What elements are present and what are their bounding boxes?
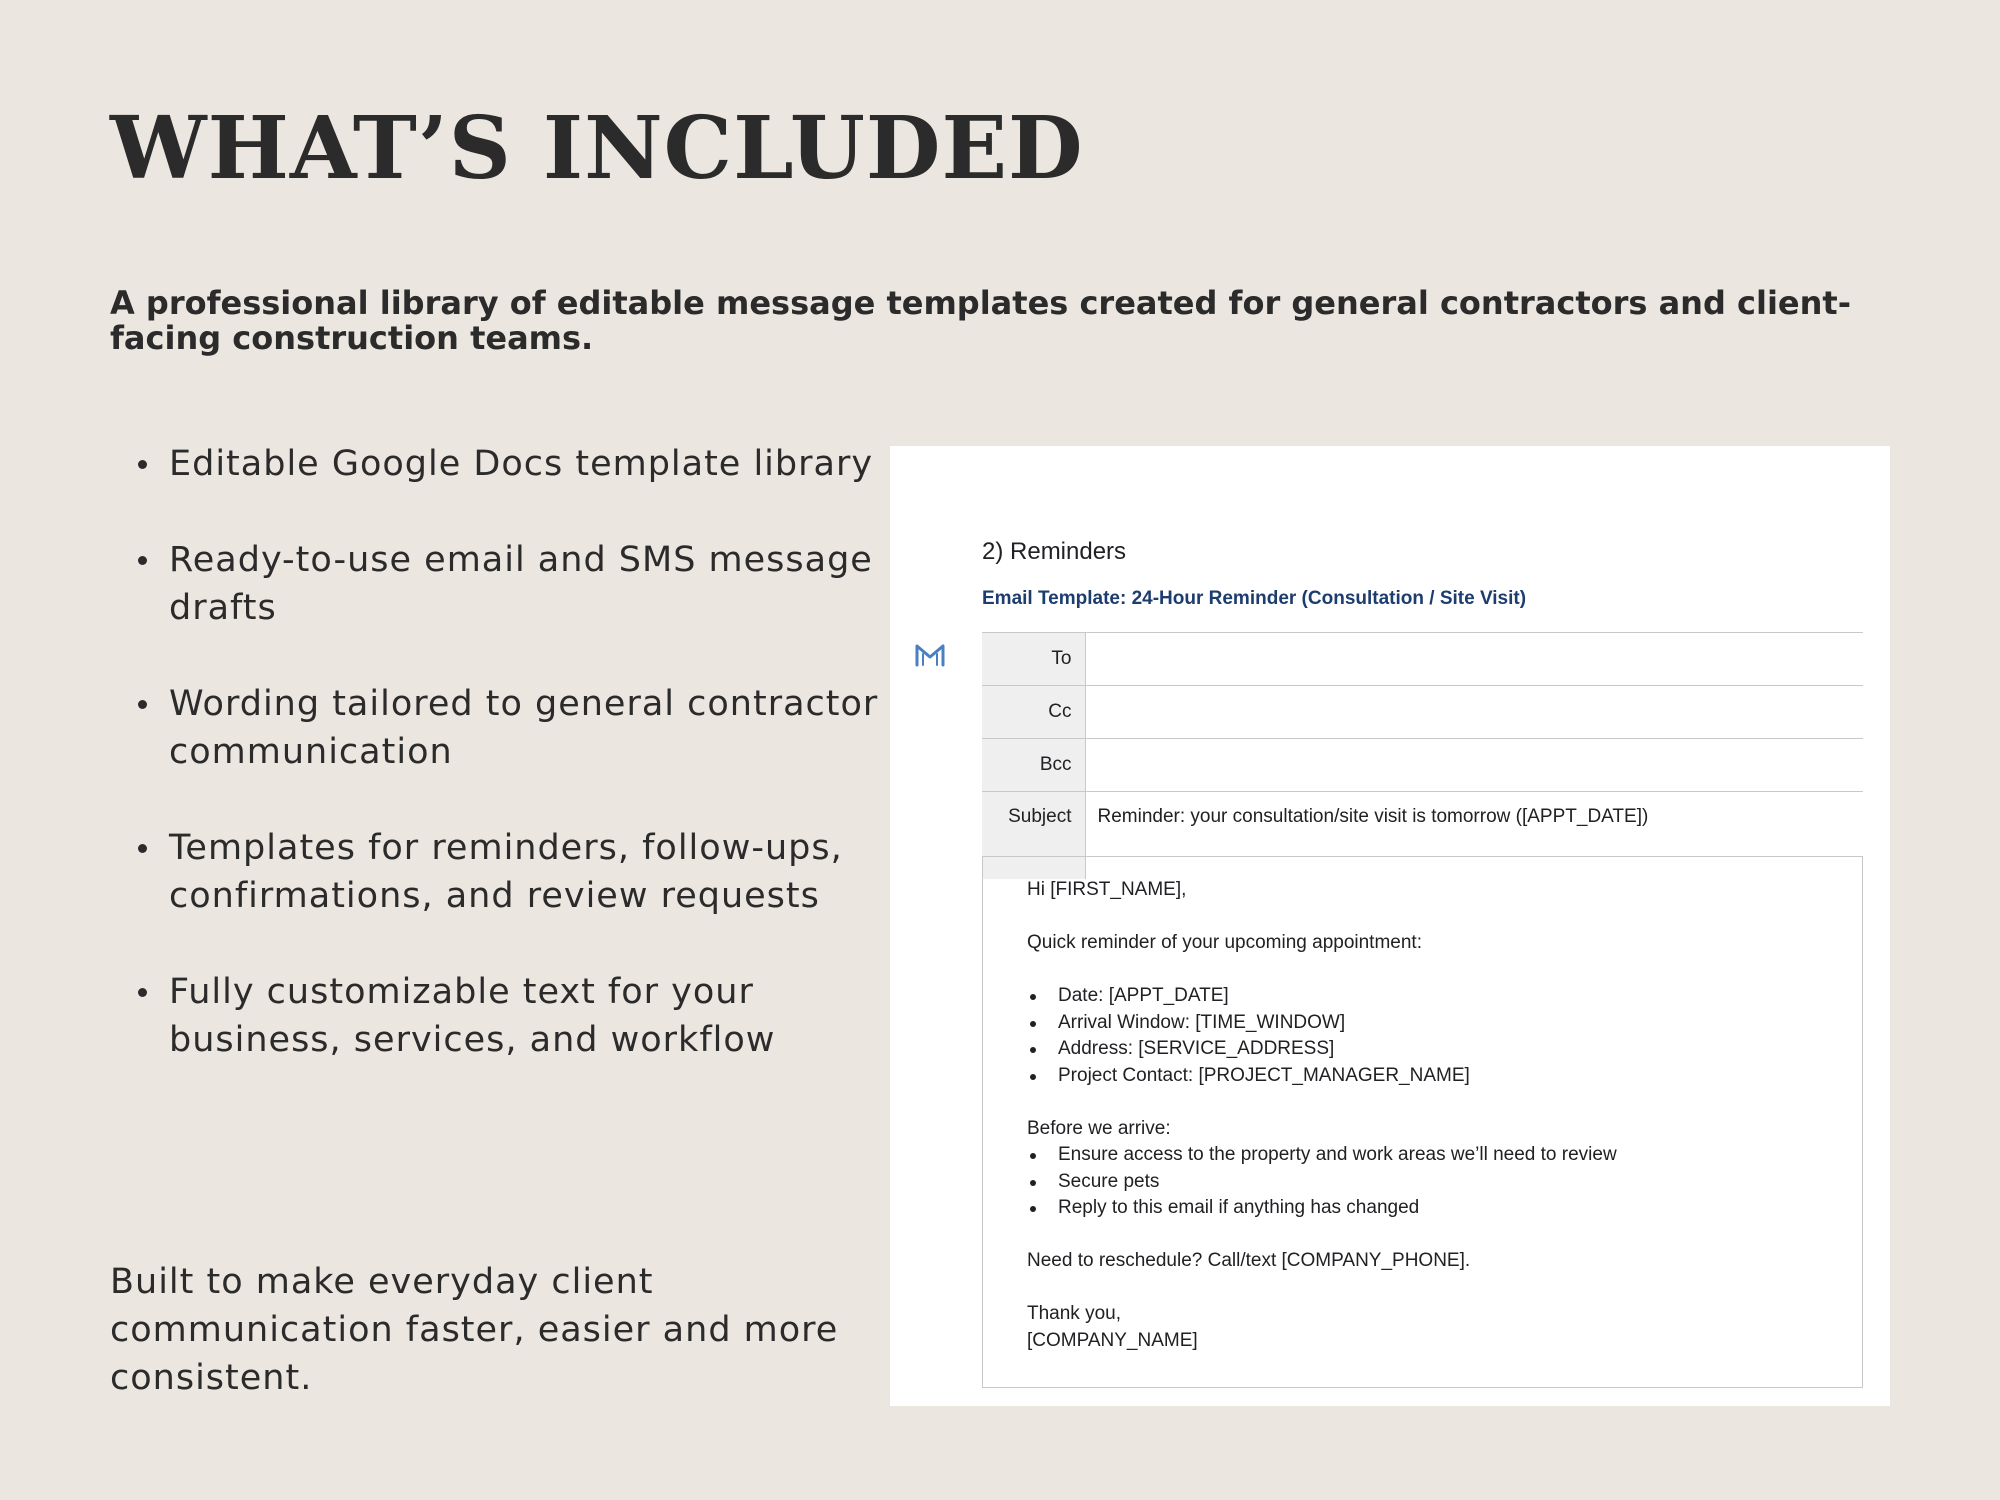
feature-item xyxy=(110,440,890,488)
to-label: To xyxy=(982,633,1085,686)
tagline: Built to make everyday client communication faster, easier and more consistent. xyxy=(110,1262,839,1398)
feature-list xyxy=(110,440,890,1112)
bcc-label: Bcc xyxy=(982,739,1085,792)
feature-item xyxy=(110,824,890,920)
appointment-details-list xyxy=(1027,983,1862,1089)
document-preview xyxy=(890,446,1890,1406)
subject-label: Subject xyxy=(982,792,1085,880)
feature-item xyxy=(110,536,890,632)
cc-field[interactable] xyxy=(1085,686,1863,739)
list-item: Ensure access to the property and work areas we’ll need to review xyxy=(1027,1142,1862,1169)
feature-item xyxy=(110,680,890,776)
page-title: WHAT’S INCLUDED xyxy=(110,98,1084,199)
feature-text: Ready-to-use email and SMS message drafts xyxy=(169,540,873,628)
before-arrival-list xyxy=(1027,1142,1862,1222)
template-title: Email Template: 24-Hour Reminder (Consultation / Site Visit) xyxy=(982,588,1527,609)
bullet-icon xyxy=(138,700,147,709)
list-item: Date: [APPT_DATE] xyxy=(1027,983,1862,1010)
gmail-icon xyxy=(914,642,946,668)
feature-text: Fully customizable text for your business, services, and workflow xyxy=(169,972,776,1060)
email-header-table xyxy=(982,632,1863,879)
to-row xyxy=(982,633,1863,686)
list-item: Reply to this email if anything has changed xyxy=(1027,1195,1862,1222)
cc-label: Cc xyxy=(982,686,1085,739)
feature-text: Wording tailored to general contractor communication xyxy=(169,684,879,772)
list-item: Address: [SERVICE_ADDRESS] xyxy=(1027,1036,1862,1063)
feature-text: Editable Google Docs template library xyxy=(169,444,874,484)
subject-field[interactable]: Reminder: your consultation/site visit is tomorrow ([APPT_DATE]) xyxy=(1085,792,1863,880)
greeting-text: Hi [FIRST_NAME], xyxy=(1027,879,1187,900)
signoff-text: Thank you, xyxy=(1027,1303,1121,1324)
section-title: 2) Reminders xyxy=(982,538,1127,565)
bullet-icon xyxy=(138,988,147,997)
list-item: Arrival Window: [TIME_WINDOW] xyxy=(1027,1010,1862,1037)
bullet-icon xyxy=(138,556,147,565)
list-item: Project Contact: [PROJECT_MANAGER_NAME] xyxy=(1027,1063,1862,1090)
bullet-icon xyxy=(138,844,147,853)
page-subtitle: A professional library of editable message templates created for general contractors and client-facing construction teams. xyxy=(110,284,1851,357)
email-body[interactable] xyxy=(982,856,1863,1388)
bcc-row xyxy=(982,739,1863,792)
before-heading: Before we arrive: xyxy=(1027,1117,1171,1139)
list-item: Secure pets xyxy=(1027,1169,1862,1196)
reschedule-text: Need to reschedule? Call/text [COMPANY_PHONE]. xyxy=(1027,1250,1471,1271)
cc-row xyxy=(982,686,1863,739)
intro-text: Quick reminder of your upcoming appointment: xyxy=(1027,932,1422,953)
feature-text: Templates for reminders, follow-ups, confirmations, and review requests xyxy=(169,828,843,916)
company-name: [COMPANY_NAME] xyxy=(1027,1329,1198,1351)
bullet-icon xyxy=(138,460,147,469)
feature-item xyxy=(110,968,890,1064)
bcc-field[interactable] xyxy=(1085,739,1863,792)
to-field[interactable] xyxy=(1085,633,1863,686)
